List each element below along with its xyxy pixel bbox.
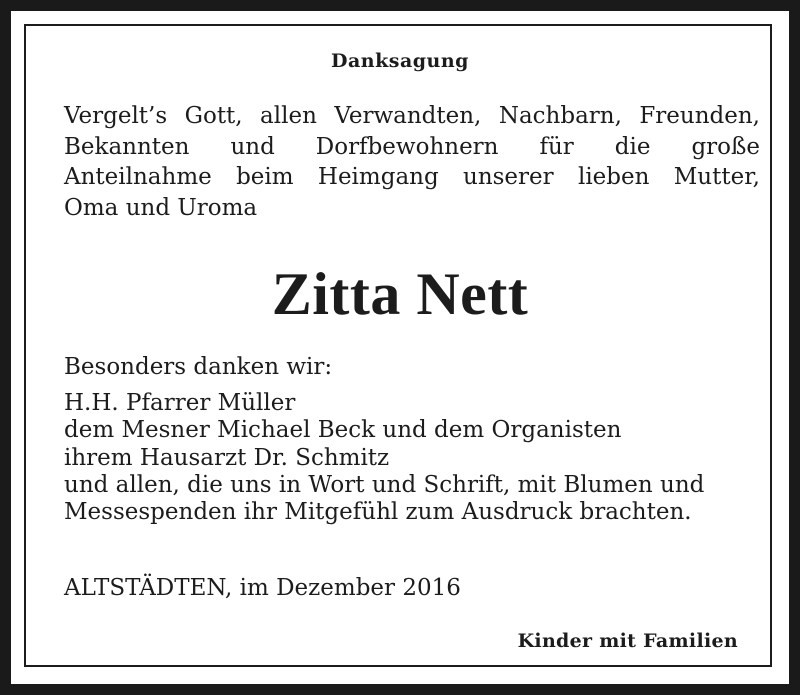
thanks-line: Messespenden ihr Mitgefühl zum Ausdruck brachten. [64, 499, 692, 526]
obituary-notice [11, 11, 789, 684]
intro-line: Vergelt’s Gott, allen Verwandten, Nachbarn, Freunden, [64, 103, 760, 129]
intro-paragraph [64, 101, 760, 223]
notice-heading: Danksagung [331, 50, 469, 72]
intro-line: Bekannten und Dorfbewohnern für die große [64, 133, 760, 160]
deceased-name: Zitta Nett [271, 261, 529, 327]
thanks-line: H.H. Pfarrer Müller [64, 390, 296, 416]
thanks-title: Besonders danken wir: [64, 354, 333, 380]
thanks-line: ihrem Hausarzt Dr. Schmitz [64, 444, 390, 471]
intro-line: Oma und Uroma [64, 194, 258, 221]
thanks-line: dem Mesner Michael Beck und dem Organisten [64, 417, 622, 444]
signature: Kinder mit Familien [517, 630, 738, 652]
place-date: ALTSTÄDTEN, im Dezember 2016 [64, 575, 461, 601]
intro-line: Anteilnahme beim Heimgang unserer lieben Mutter, [64, 164, 760, 190]
thanks-list [64, 390, 704, 526]
thanks-line: und allen, die uns in Wort und Schrift, mit Blumen und [64, 471, 705, 498]
